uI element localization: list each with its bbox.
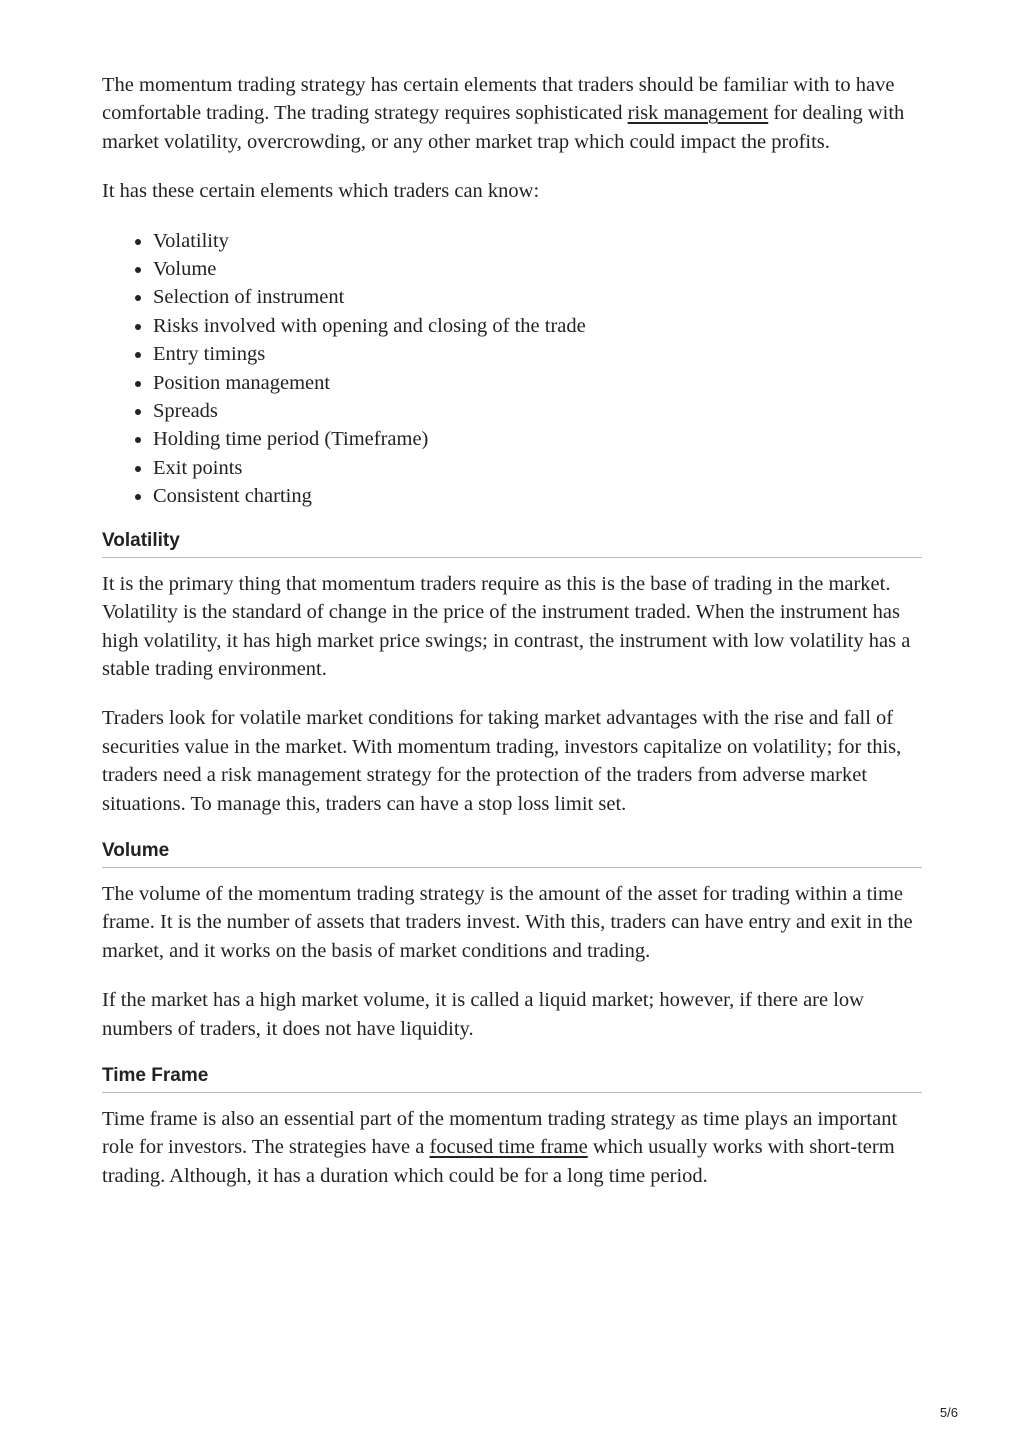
time-frame-heading: Time Frame bbox=[102, 1064, 922, 1093]
article-body bbox=[102, 71, 922, 1211]
page-number: 5/6 bbox=[939, 1405, 958, 1420]
list-item: • Selection of instrument bbox=[153, 283, 922, 311]
risk-management-link[interactable]: risk management bbox=[627, 102, 769, 125]
list-item: • Consistent charting bbox=[153, 482, 922, 510]
list-item: • Holding time period (Timeframe) bbox=[153, 425, 922, 453]
list-item: • Exit points bbox=[153, 454, 922, 482]
volatility-paragraph-2: Traders look for volatile market conditions for taking market advantages with the rise and fall of securities value in the market. With momentum trading, investors capitalize on volatility; for this, traders need a risk management strategy for the protection of the traders from adverse market situations. To manage this, traders can have a stop loss limit set. bbox=[102, 707, 902, 815]
intro-paragraph-1 bbox=[102, 71, 922, 156]
list-item: • Spreads bbox=[153, 397, 922, 425]
list-item: • Volume bbox=[153, 255, 922, 283]
intro-text-end: for dealing with market volatility, overcrowding, or any other market trap which could impact the profits. bbox=[102, 102, 905, 153]
volatility-paragraph-1: It is the primary thing that momentum traders require as this is the base of trading in the market. Volatility is the standard of change in the price of the instrument traded. When the instrument has high volatility, it has high market price swings; in contrast, the instrument with low volatility has a stable trading environment. bbox=[102, 572, 911, 680]
volume-heading: Volume bbox=[102, 839, 922, 868]
list-item: • Volatility bbox=[153, 227, 922, 255]
volume-paragraph-2: If the market has a high market volume, it is called a liquid market; however, if there are low numbers of traders, it does not have liquidity. bbox=[102, 989, 864, 1040]
intro-paragraph-2: It has these certain elements which traders can know: bbox=[102, 180, 540, 203]
volume-paragraph-1: The volume of the momentum trading strategy is the amount of the asset for trading within a time frame. It is the number of assets that traders invest. With this, traders can have entry and exit in the market, and it works on the basis of market conditions and trading. bbox=[102, 882, 913, 962]
time-frame-text-end: which usually works with short-term trading. Although, it has a duration which could be for a long time period. bbox=[102, 1136, 895, 1187]
list-item: • Position management bbox=[153, 369, 922, 397]
time-frame-text-start: Time frame is also an essential part of the momentum trading strategy as time plays an important role for investors. The strategies have a bbox=[102, 1107, 898, 1159]
elements-list bbox=[102, 227, 922, 511]
time-frame-paragraph-1 bbox=[102, 1105, 922, 1190]
focused-time-frame-link[interactable]: focused time frame bbox=[429, 1136, 588, 1159]
volatility-heading: Volatility bbox=[102, 529, 922, 558]
list-item: • Risks involved with opening and closing of the trade bbox=[153, 312, 922, 340]
list-item: • Entry timings bbox=[153, 340, 922, 368]
intro-text-start: The momentum trading strategy has certain elements that traders should be familiar with to have comfortable trading. The trading strategy requires sophisticated bbox=[102, 74, 895, 125]
